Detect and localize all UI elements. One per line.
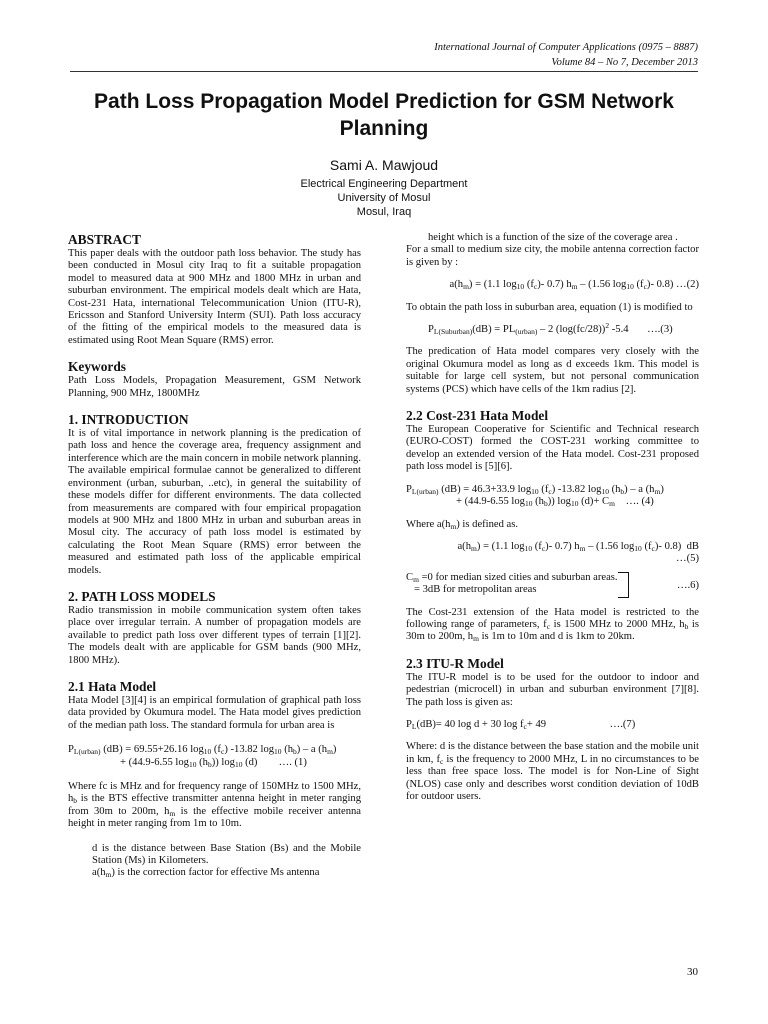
journal-header (278, 40, 698, 70)
introduction-text: It is of vital importance in network planning is the predication of path loss and hence the coverage area, frequency assignment and interference which are the main concern in mobile network planning. The available empirical formulae cannot be generalized to different environment (urban, suburban, ..etc), in general the suitability of these models differ for different environments. The data collected from measurements are compared with four empirical propagation models at 900 MHz and 1800 MHz in urban and suburban areas in Mosul city. The accuracy of path loss model is estimated by calculating the Root Mean Square (RMS) error between the measured and estimated path loss of the applicable empirical models. (68, 428, 361, 576)
cost231-text: The European Cooperative for Scientific and Technical research (EURO-COST) formed the COST-231 working committee to develop an extended version of the Hata model. Cost-231 proposed path loss model is [5][6]. (406, 424, 699, 473)
path-loss-models-text: Radio transmission in mobile communication system often takes place over irregular terrain. A number of propagation models are available to predict path loss over different types of terrain [1][2]. The models dealt with are applicable for GSM bands (900 MHz, 1800 MHz). (68, 604, 361, 666)
affiliation-line: Mosul, Iraq (356, 206, 412, 218)
equation-5-number: …(5) (676, 553, 699, 565)
abstract-heading: ABSTRACT (68, 232, 141, 247)
where-ahm-text: Where $a(h_m)$ is defined as. (406, 518, 519, 531)
brace-symbol (618, 572, 629, 598)
distance-definition: d is the distance between Base Station (Bs) and the Mobile Station (Ms) in Kilometers. (92, 842, 361, 867)
journal-volume: Volume 84 – No 7, December 2013 (551, 57, 698, 68)
equation-4: $P_{L(urban)}$ (dB) = 46.3+33.9 $\log_{10} (f_c)$ -13.82 $\log_{10} (h_b)$ – a $(h_m)$ (406, 483, 664, 496)
equation-1-line-2: + (44.9-6.55 $\log_{10} (h_b)$) $\log_{10} (d)$ …. (1) (120, 756, 307, 769)
hata-model-text: Hata Model [3][4] is an empirical formulation of graphical path loss data provided by Okumura model. The Hata model gives prediction of the median path loss. The standard formula for urban area is (68, 694, 361, 731)
keywords-text: Path Loss Models, Propagation Measurement, GSM Network Planning, 900 MHz, 1800MHz (68, 375, 361, 399)
small-city-text: For a small to medium size city, the mobile antenna correction factor is given by : (406, 244, 699, 268)
equation-1: $P_{L(urban)}$ (dB) = 69.55+26.16 $\log_{10} (f_c)$ -13.82 $\log_{10} (h_b)$ – a $(h_m)$ (68, 744, 337, 757)
itu-r-heading: 2.3 ITU-R Model (406, 655, 504, 671)
path-loss-models-heading: 2. PATH LOSS MODELS (68, 588, 216, 604)
keywords-heading: Keywords (68, 359, 127, 375)
equation-7: $P_L(dB)= 40$ log d + 30 $\log f_c+ 49$ ….(7) (406, 718, 636, 731)
header-rule (70, 71, 698, 72)
author-block (70, 155, 698, 219)
hata-prediction-text: The predication of Hata model compares very closely with the original Okumura model as long as d exceeds 1km. This model is suitable for large cell system, but not personal communication systems (PCS) which have cells of the 1km radius [2]. (406, 346, 699, 395)
equation-6-number: ….6) (676, 579, 699, 591)
equation-2: $a(h_m) = (1.1$ $\log_{10} (f_c)-$ 0.7) $h_m - (1.56$ $\log_{10} (f_c)-$ 0.8) …(2) (449, 279, 699, 292)
itu-r-where-text: Where: d is the distance between the base station and the mobile unit in km, $f_c$ is the frequency to 2000 MHz, L in no circumstances to be less than free space loss. The model is for Non-Line of Sight (NLOS) case only and describes worst condition deviation of 10dB for outdoor users. (406, 741, 699, 802)
right-column (406, 232, 699, 803)
suburban-text: To obtain the path loss in suburban area, equation (1) is modified to (406, 301, 693, 313)
correction-factor-definition: $a(h_m)$ is the correction factor for effective Ms antenna (92, 867, 320, 880)
itu-r-text: The ITU-R model is to be used for the outdoor to indoor and pedestrian (microcell) in urban and suburban environment [7][8]. The path loss is given as: (406, 671, 699, 708)
introduction-heading: 1. INTRODUCTION (68, 412, 189, 428)
hata-where-text: Where fc is MHz and for frequency range of 150MHz to 1500 MHz, $h_b$ is the BTS effective transmitter antenna height in meter ranging from 30m to 200m, $h_m$ is the effective mobile receiver antenna height in meter ranging from 1m to 10m. (68, 781, 361, 830)
left-column (68, 232, 361, 880)
journal-name: International Journal of Computer Applications (0975 – 8887) (434, 42, 698, 53)
cost231-heading: 2.2 Cost-231 Hata Model (406, 408, 549, 424)
continued-text: height which is a function of the size of the coverage area . (428, 232, 678, 243)
equation-5: $a(h_m) = (1.1$ $\log_{10} (f_c)-$ 0.7) $h_m - (1.56$ $\log_{10} (f_c)-$ 0.8) dB (457, 540, 699, 553)
cost231-extension-text: The Cost-231 extension of the Hata model is restricted to the following range of parameters, $f_c$ is 1500 MHz to 2000 MHz, $h_b$ is 30m to 200m, $h_m$ is 1m to 10m and d is 1km to 20km. (406, 606, 699, 644)
abstract-text: This paper deals with the outdoor path loss behavior. The study has been conducted in Mosul city Iraq to fit a suitable propagation model to measured data at 900 MHz and 1800 MHz in urban and suburban environment. The empirical models dealt which are Hata, Cost-231 Hata, international Telecommunication Union (ITU-R), Ericsson and Stanford University Interm (SUI). Path loss accuracy of the fitting of the empirical models to the measured data is estimated using Root Mean Square (RMS) error. (68, 248, 361, 346)
equation-4-line-2: + (44.9-6.55 $\log_{10} (h_b)$) $\log_{10} (d)+ C_m$ …. (4) (456, 496, 654, 509)
equation-3: $P_{L(Suburban)}(dB) = PL_{(urban)} - 2$ $(\log(fc/28))^2$ -5.4 ….(3) (428, 321, 673, 337)
equation-6: $C_m =0$ for median sized cities and suburban areas. = 3dB for metropolitan areas ….6) (406, 572, 699, 597)
affiliation-line: Electrical Engineering Department (300, 178, 468, 190)
hata-model-heading: 2.1 Hata Model (68, 678, 157, 694)
affiliation-line: University of Mosul (337, 192, 431, 204)
paper-title: Path Loss Propagation Model Prediction for GSM Network Planning (94, 90, 674, 140)
page-number: 30 (687, 966, 698, 978)
author-name: Sami A. Mawjoud (329, 157, 439, 173)
